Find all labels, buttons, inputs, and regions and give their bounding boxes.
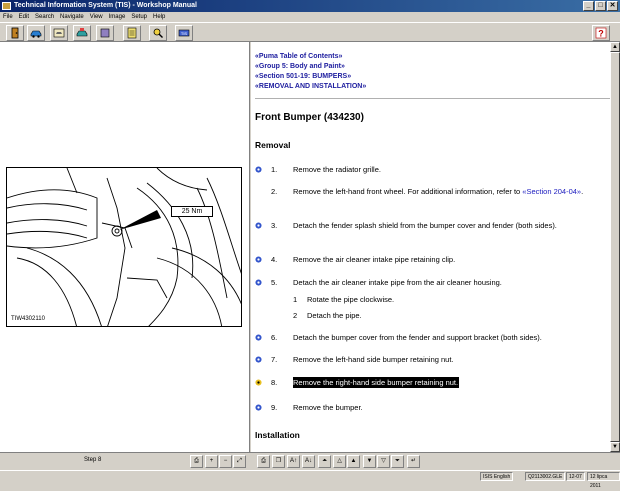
print-text-icon[interactable]: ⎙ xyxy=(257,455,270,468)
bumper-illustration xyxy=(7,168,242,327)
torque-callout: 25 Nm xyxy=(171,206,213,217)
app-icon xyxy=(2,2,11,10)
document-id-field: Q2113002.GLE xyxy=(525,472,565,481)
step-text: Detach the bumper cover from the fender and support bracket (both sides). xyxy=(293,333,542,342)
breadcrumb-link[interactable]: «Puma Table of Contents» xyxy=(255,53,343,60)
vehicle-icon xyxy=(30,27,42,39)
status-strip xyxy=(0,470,620,489)
step-bullet-icon xyxy=(255,222,262,229)
window-title: Technical Information System (TIS) - Workshop Manual xyxy=(14,2,197,9)
breadcrumb-link[interactable]: «REMOVAL AND INSTALLATION» xyxy=(255,83,367,90)
next-section-icon[interactable]: ▽ xyxy=(377,455,390,468)
step-bullet-icon xyxy=(255,279,262,286)
vehicle-button[interactable] xyxy=(27,25,45,41)
last-step-icon[interactable]: ⏷ xyxy=(391,455,404,468)
menu-help[interactable]: Help xyxy=(153,14,166,20)
removal-heading: Removal xyxy=(255,140,291,150)
section-link[interactable]: «Section 204-04» xyxy=(522,187,582,196)
step-number: 6. xyxy=(271,333,278,342)
substep-item xyxy=(293,310,362,321)
go-to-step-icon[interactable]: ↵ xyxy=(407,455,420,468)
figure-id: TIW4302110 xyxy=(11,316,45,322)
scroll-down-icon[interactable]: ▼ xyxy=(610,442,620,452)
exit-button[interactable] xyxy=(6,25,24,41)
step-number: 3. xyxy=(271,221,278,230)
step-number: 8. xyxy=(271,378,278,387)
language-field: ISIS English xyxy=(480,472,513,481)
step-bullet-icon xyxy=(255,334,262,341)
step-bullet-icon xyxy=(255,166,262,173)
zoom-out-icon[interactable]: − xyxy=(219,455,232,468)
step-number: 2. xyxy=(271,187,278,196)
bookmark-icon xyxy=(99,27,111,39)
door-exit-icon xyxy=(9,27,21,39)
menu-edit[interactable]: Edit xyxy=(18,14,30,20)
step-text-body: Remove the left-hand front wheel. For additional information, refer to xyxy=(293,187,521,196)
contacts-icon xyxy=(178,27,190,39)
bookmark-button[interactable] xyxy=(96,25,114,41)
print-image-icon[interactable]: ⎙ xyxy=(190,455,203,468)
svg-text:TIS: TIS xyxy=(180,31,188,36)
step-bullet-icon xyxy=(255,356,262,363)
page-title: Front Bumper (434230) xyxy=(255,112,364,123)
substep-number: 1 xyxy=(293,295,298,304)
font-increase-icon[interactable]: A↑ xyxy=(287,455,300,468)
step-text: Remove the right-hand side bumper retaining nut. xyxy=(293,378,459,387)
menu-navigate[interactable]: Navigate xyxy=(60,14,84,20)
fit-image-icon[interactable]: ⤢ xyxy=(233,455,246,468)
navigation-bar xyxy=(0,452,620,470)
step-number: 7. xyxy=(271,355,278,364)
notes-icon xyxy=(126,27,138,39)
scroll-thumb[interactable] xyxy=(610,52,620,442)
scroll-up-icon[interactable]: ▲ xyxy=(610,42,620,52)
step-bullet-icon xyxy=(255,256,262,263)
step-text xyxy=(293,186,601,197)
version-field: 12-07 xyxy=(566,472,585,481)
notes-button[interactable] xyxy=(123,25,141,41)
search-button[interactable] xyxy=(149,25,167,41)
document-pane xyxy=(251,42,620,452)
menu-file[interactable]: File xyxy=(3,14,13,20)
step-text-tail: . xyxy=(581,187,584,196)
step-text: Remove the bumper. xyxy=(293,403,363,412)
maximize-button[interactable]: □ xyxy=(595,1,606,11)
contacts-button[interactable] xyxy=(175,25,193,41)
illustration-pane xyxy=(0,42,250,452)
menu-search[interactable]: Search xyxy=(35,14,55,20)
step-number: 4. xyxy=(271,255,278,264)
step-text: Remove the left-hand side bumper retaining nut. xyxy=(293,355,454,364)
menu-bar xyxy=(0,12,620,22)
substep-text: Detach the pipe. xyxy=(307,311,362,320)
toolbar xyxy=(0,22,620,42)
zoom-in-icon[interactable]: + xyxy=(205,455,218,468)
step-number: 5. xyxy=(271,278,278,287)
installation-heading: Installation xyxy=(255,430,300,440)
menu-view[interactable]: View xyxy=(89,14,103,20)
figure-frame xyxy=(6,167,242,327)
close-button[interactable]: ✕ xyxy=(607,1,618,11)
search-icon xyxy=(152,27,164,39)
menu-setup[interactable]: Setup xyxy=(131,14,147,20)
next-step-icon[interactable]: ▼ xyxy=(363,455,376,468)
service-icon xyxy=(76,27,88,39)
breadcrumb-link[interactable]: «Group 5: Body and Paint» xyxy=(255,63,345,70)
step-number: 9. xyxy=(271,403,278,412)
help-icon xyxy=(595,27,607,39)
substep-text: Rotate the pipe clockwise. xyxy=(307,295,395,304)
svg-text:?: ? xyxy=(598,28,604,39)
car-id-button[interactable] xyxy=(50,25,68,41)
step-text: Detach the fender splash shield from the bumper cover and fender (both sides). xyxy=(293,221,557,230)
title-bar xyxy=(0,0,620,12)
date-field: 12 lipca 2011 xyxy=(587,472,620,481)
step-bullet-active-icon xyxy=(255,379,262,386)
step-text: Remove the radiator grille. xyxy=(293,165,381,174)
divider xyxy=(255,98,610,99)
first-step-icon[interactable]: ⏶ xyxy=(318,455,331,468)
step-number: 1. xyxy=(271,165,278,174)
minimize-button[interactable]: _ xyxy=(583,1,594,11)
menu-image[interactable]: Image xyxy=(108,14,126,20)
car-id-icon xyxy=(53,27,65,39)
step-bullet-icon xyxy=(255,404,262,411)
step-text: Detach the air cleaner intake pipe from the air cleaner housing. xyxy=(293,278,502,287)
service-button[interactable] xyxy=(73,25,91,41)
breadcrumb xyxy=(255,52,366,92)
breadcrumb-link[interactable]: «Section 501-19: BUMPERS» xyxy=(255,73,352,80)
help-button[interactable] xyxy=(592,25,610,41)
copy-icon[interactable]: ❐ xyxy=(272,455,285,468)
prev-section-icon[interactable]: △ xyxy=(333,455,346,468)
prev-step-icon[interactable]: ▲ xyxy=(347,455,360,468)
substep-item xyxy=(293,294,394,305)
substep-number: 2 xyxy=(293,311,298,320)
step-text: Remove the air cleaner intake pipe retaining clip. xyxy=(293,255,456,264)
font-decrease-icon[interactable]: A↓ xyxy=(302,455,315,468)
vertical-scrollbar[interactable] xyxy=(610,42,620,452)
step-label: Step 8 xyxy=(84,457,102,463)
